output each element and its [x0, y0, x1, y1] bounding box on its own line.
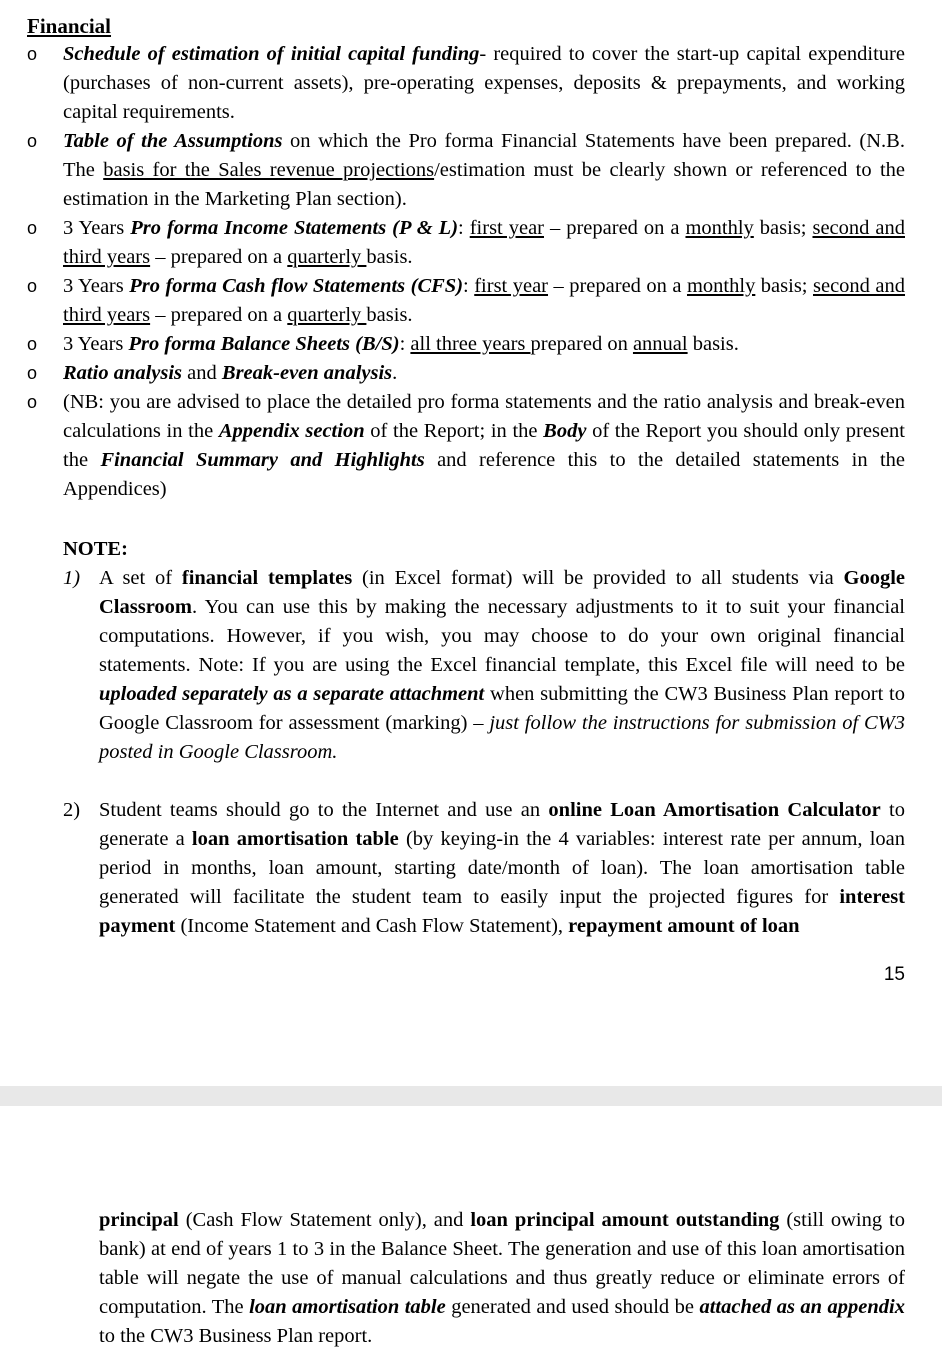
term: uploaded separately as a separate attachment — [99, 683, 485, 705]
underlined-text: monthly — [685, 217, 754, 239]
bullet-marker: o — [27, 131, 38, 151]
text: basis. — [366, 304, 413, 326]
term: Pro forma Balance Sheets (B/S) — [128, 333, 400, 355]
text: basis; — [755, 275, 813, 297]
text: basis. — [366, 246, 413, 268]
bullet-marker: o — [27, 392, 38, 412]
term: Break-even analysis — [221, 362, 393, 384]
term: loan amortisation table — [249, 1296, 446, 1318]
underlined-text: annual — [632, 333, 688, 355]
term: Body — [543, 420, 587, 442]
text: prepared on — [530, 333, 633, 355]
list-number: 1) — [63, 567, 81, 589]
text: of the Report; in the — [364, 420, 544, 442]
note-item-2-continued — [99, 1206, 905, 1351]
underlined-text: second and third years — [63, 275, 906, 326]
text: : — [399, 333, 411, 355]
text: to generate a — [99, 799, 905, 850]
bullet-marker: o — [27, 334, 38, 354]
bold-text: loan principal amount outstanding — [470, 1209, 780, 1231]
underlined-text: basis for the Sales revenue projections — [103, 159, 435, 181]
text: (NB: you are advised to place the detailed pro forma statements and the ratio analysis and break-even calculations in the — [63, 391, 905, 442]
text: . You can use this by making the necessary adjustments to it to suit your financial computations. However, if you wish, you may choose to do your own original financial statements. Note: If you are using the Excel financial template, this Excel file will need to be — [99, 596, 905, 676]
bold-text: principal — [99, 1209, 179, 1231]
bold-text: interest payment — [99, 886, 905, 937]
text: and reference this to the detailed statements in the Appendices) — [63, 449, 905, 500]
deliverables-list — [0, 40, 942, 504]
bold-text: online Loan Amortisation Calculator — [548, 799, 881, 821]
bullet-assumptions — [27, 127, 905, 214]
underlined-text: second and third years — [63, 217, 905, 268]
underlined-text: quarterly — [287, 246, 367, 268]
bullet-marker: o — [27, 218, 38, 238]
term: Pro forma Income Statements (P & L) — [130, 217, 459, 239]
text: 3 Years — [63, 217, 131, 239]
term: Pro forma Cash flow Statements (CFS) — [129, 275, 464, 297]
underlined-text: quarterly — [287, 304, 367, 326]
bold-text: financial templates — [181, 567, 353, 589]
text: (still owing to bank) at end of years 1 to 3 in the Balance Sheet. The generation and use of this loan amortisation table will negate the use of manual calculations and thus greatly reduce or eliminate errors of computation. The — [99, 1209, 905, 1318]
page-16 — [0, 1106, 942, 1368]
text: 3 Years — [63, 333, 129, 355]
underlined-text: first year — [474, 275, 549, 297]
term: Table of the Assumptions — [63, 130, 283, 152]
text: (by keying-in the 4 variables: interest rate per annum, loan period in months, loan amount, starting date/month of loan). The loan amortisation table generated will facilitate the student team to easily input the projected figures for — [99, 828, 905, 908]
term: Appendix section — [218, 420, 365, 442]
note-item-2 — [63, 796, 905, 941]
text: on which the Pro forma Financial Statements have been prepared. (N.B. The — [63, 130, 905, 181]
text: – prepared on a — [544, 217, 686, 239]
bullet-balance-sheets — [27, 330, 905, 359]
page-number: 15 — [883, 964, 905, 985]
text: and — [182, 362, 222, 384]
page-break — [0, 1086, 942, 1106]
text: (Cash Flow Statement only), and — [178, 1209, 471, 1231]
note-item-1 — [63, 564, 905, 767]
text: to the CW3 Business Plan report. — [99, 1325, 373, 1347]
text: – prepared on a — [150, 246, 288, 268]
text: generated and used should be — [445, 1296, 700, 1318]
text: : — [458, 217, 470, 239]
term: Financial Summary and Highlights — [100, 449, 425, 471]
bullet-marker: o — [27, 44, 38, 64]
term: Ratio analysis — [63, 362, 183, 384]
text: : — [463, 275, 475, 297]
bullet-nb-appendix — [27, 388, 905, 504]
underlined-text: monthly — [686, 275, 756, 297]
bullet-income-statements — [27, 214, 905, 272]
bullet-marker: o — [27, 363, 38, 383]
bullet-marker: o — [27, 276, 38, 296]
text: basis. — [687, 333, 739, 355]
bullet-cash-flow-statements — [27, 272, 906, 330]
list-number: 2) — [63, 799, 81, 821]
text: Student teams should go to the Internet and use an — [99, 799, 549, 821]
underlined-text: first year — [469, 217, 544, 239]
term: Schedule of estimation of initial capital funding — [63, 43, 480, 65]
bullet-capital-funding — [27, 40, 905, 127]
text: when submitting the CW3 Business Plan report to Google Classroom for assessment (marking) – — [99, 683, 905, 734]
bullet-ratio-analysis — [27, 359, 905, 388]
text: (Income Statement and Cash Flow Statement), — [175, 915, 569, 937]
note-section — [63, 535, 905, 941]
bold-text: repayment amount of loan — [568, 915, 800, 937]
text: – prepared on a — [150, 304, 288, 326]
text: – prepared on a — [548, 275, 687, 297]
text: 3 Years — [63, 275, 130, 297]
note-title: NOTE: — [63, 538, 128, 560]
text: A set of — [99, 567, 182, 589]
bold-text: Google Classroom — [99, 567, 905, 618]
bold-text: loan amortisation table — [191, 828, 399, 850]
italic-text: just follow the instructions for submission of CW3 posted in Google Classroom. — [99, 712, 905, 763]
term: attached as an appendix — [699, 1296, 905, 1318]
text: of the Report you should only present the — [63, 420, 905, 471]
section-heading-financial: Financial — [27, 14, 112, 38]
text: (in Excel format) will be provided to all students via — [352, 567, 844, 589]
text: /estimation must be clearly shown or referenced to the estimation in the Marketing Plan section). — [63, 159, 905, 210]
text: basis; — [753, 217, 813, 239]
text: . — [392, 362, 398, 384]
text: - required to cover the start-up capital expenditure (purchases of non-current assets), pre-operating expenses, deposits & prepayments, and working capital requirements. — [63, 43, 905, 123]
underlined-text: all three years — [410, 333, 531, 355]
